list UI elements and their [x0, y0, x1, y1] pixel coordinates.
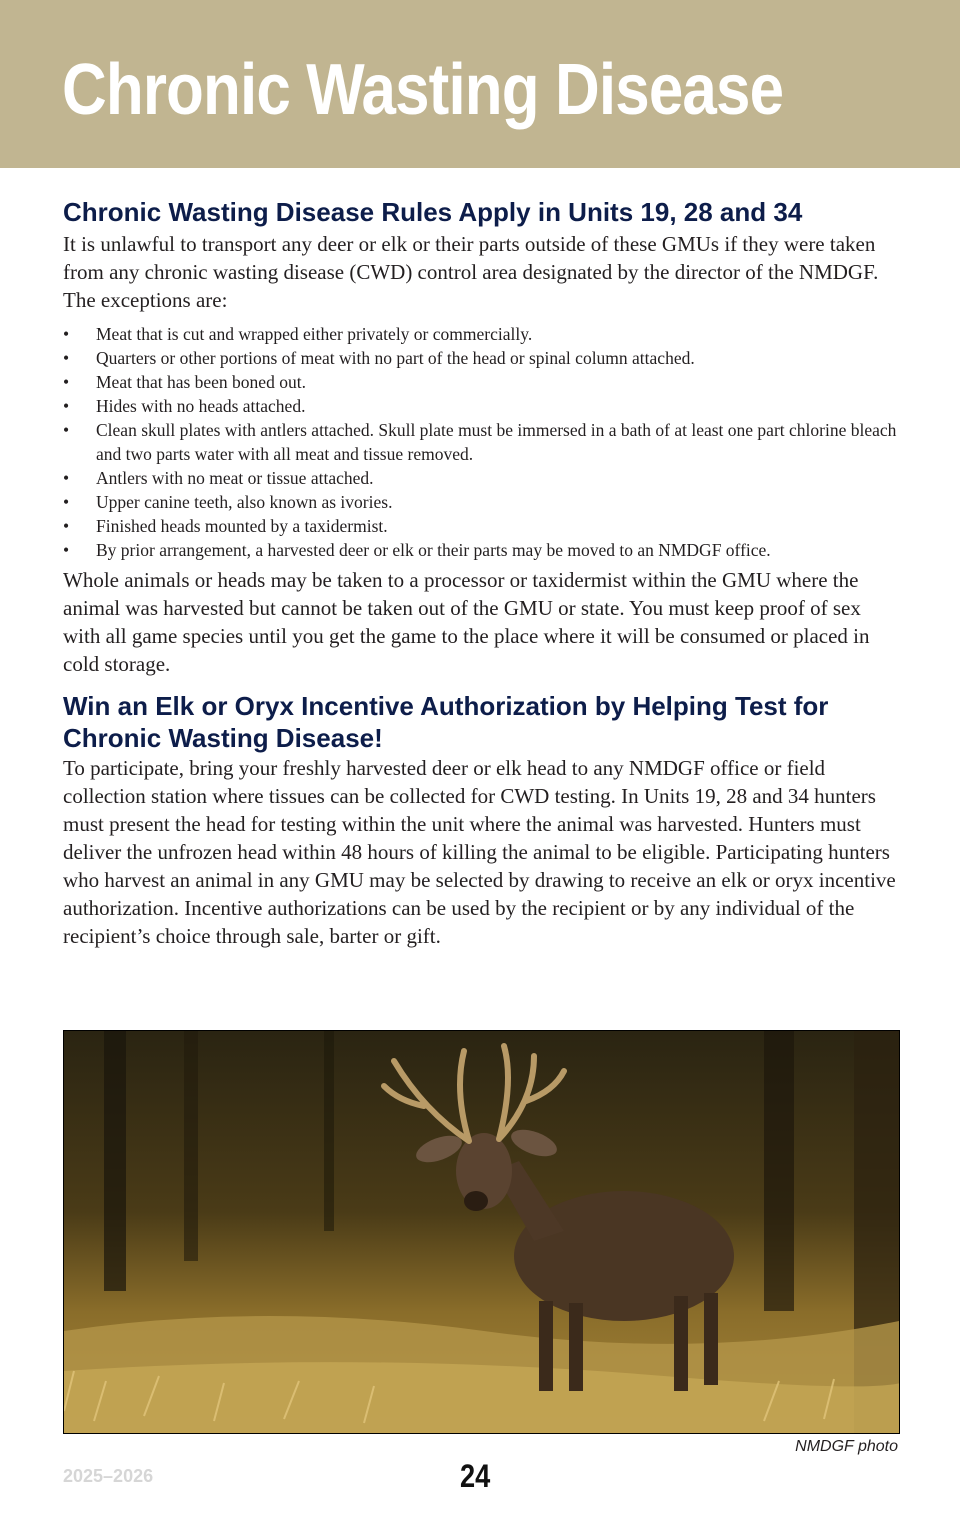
photo-credit: NMDGF photo — [795, 1438, 898, 1455]
section-closing: Whole animals or heads may be taken to a processor or taxidermist within the GMU where the animal was harvested but cannot be taken out of the GMU or state. You must keep proof of sex with all game species until you get the game to the place where it will be consumed or placed in cold storage. — [63, 568, 870, 676]
main-content — [63, 196, 901, 950]
section-heading-cwd-rules: Chronic Wasting Disease Rules Apply in Units 19, 28 and 34 — [63, 197, 803, 227]
list-item: • Meat that is cut and wrapped either privately or commercially. — [63, 324, 533, 344]
title-banner — [0, 0, 960, 168]
deer-photo — [63, 1030, 900, 1434]
footer-year: 2025–2026 — [63, 1466, 154, 1486]
section-intro: It is unlawful to transport any deer or elk or their parts outside of these GMUs if they were taken from any chronic wasting disease (CWD) control area designated by the director of the NMDGF. The exceptions are: — [63, 232, 879, 312]
list-item: • Meat that has been boned out. — [63, 372, 306, 392]
exceptions-list — [63, 322, 901, 562]
list-item-text: Meat that is cut and wrapped either privately or commercially. — [96, 324, 533, 344]
list-item: • Antlers with no meat or tissue attached. — [63, 468, 374, 488]
list-item: • By prior arrangement, a harvested deer or elk or their parts may be moved to an NMDGF office. — [63, 540, 771, 560]
page-title: Chronic Wasting Disease — [62, 50, 784, 130]
page-number: 24 — [460, 1458, 491, 1494]
list-item-text: Meat that has been boned out. — [96, 372, 306, 392]
list-item: • Clean skull plates with antlers attached. Skull plate must be immersed in a bath of at least one part chlorine bleach and two parts water with all meat and tissue removed. — [63, 420, 897, 464]
list-item: • Upper canine teeth, also known as ivories. — [63, 492, 393, 512]
list-item-text: Finished heads mounted by a taxidermist. — [96, 516, 388, 536]
section-heading-incentive: Win an Elk or Oryx Incentive Authorization by Helping Test for Chronic Wasting Disease! — [63, 691, 829, 753]
list-item-text: Upper canine teeth, also known as ivories. — [96, 492, 393, 512]
list-item-text: By prior arrangement, a harvested deer or elk or their parts may be moved to an NMDGF office. — [96, 540, 771, 560]
list-item-text: Hides with no heads attached. — [96, 396, 306, 416]
list-item: • Quarters or other portions of meat with no part of the head or spinal column attached. — [63, 348, 695, 368]
list-item: • Finished heads mounted by a taxidermist. — [63, 516, 388, 536]
list-item-text: Antlers with no meat or tissue attached. — [96, 468, 374, 488]
list-item: • Hides with no heads attached. — [63, 396, 306, 416]
section-body-incentive: To participate, bring your freshly harvested deer or elk head to any NMDGF office or field collection station where tissues can be collected for CWD testing. In Units 19, 28 and 34 hunters must present the head for testing within the unit where the animal was harvested. Hunters must deliver the unfrozen head within 48 hours of killing the animal to be eligible. Participating hunters who harvest an animal in any GMU may be selected by drawing to receive an elk or oryx incentive authorization. Incentive authorizations can be used by the recipient or by any individual of the recipient’s choice through sale, barter or gift. — [63, 756, 896, 948]
list-item-text: Clean skull plates with antlers attached. Skull plate must be immersed in a bath of at least one part chlorine bleach and two parts water with all meat and tissue removed. — [96, 420, 897, 464]
list-item-text: Quarters or other portions of meat with no part of the head or spinal column attached. — [96, 348, 695, 368]
